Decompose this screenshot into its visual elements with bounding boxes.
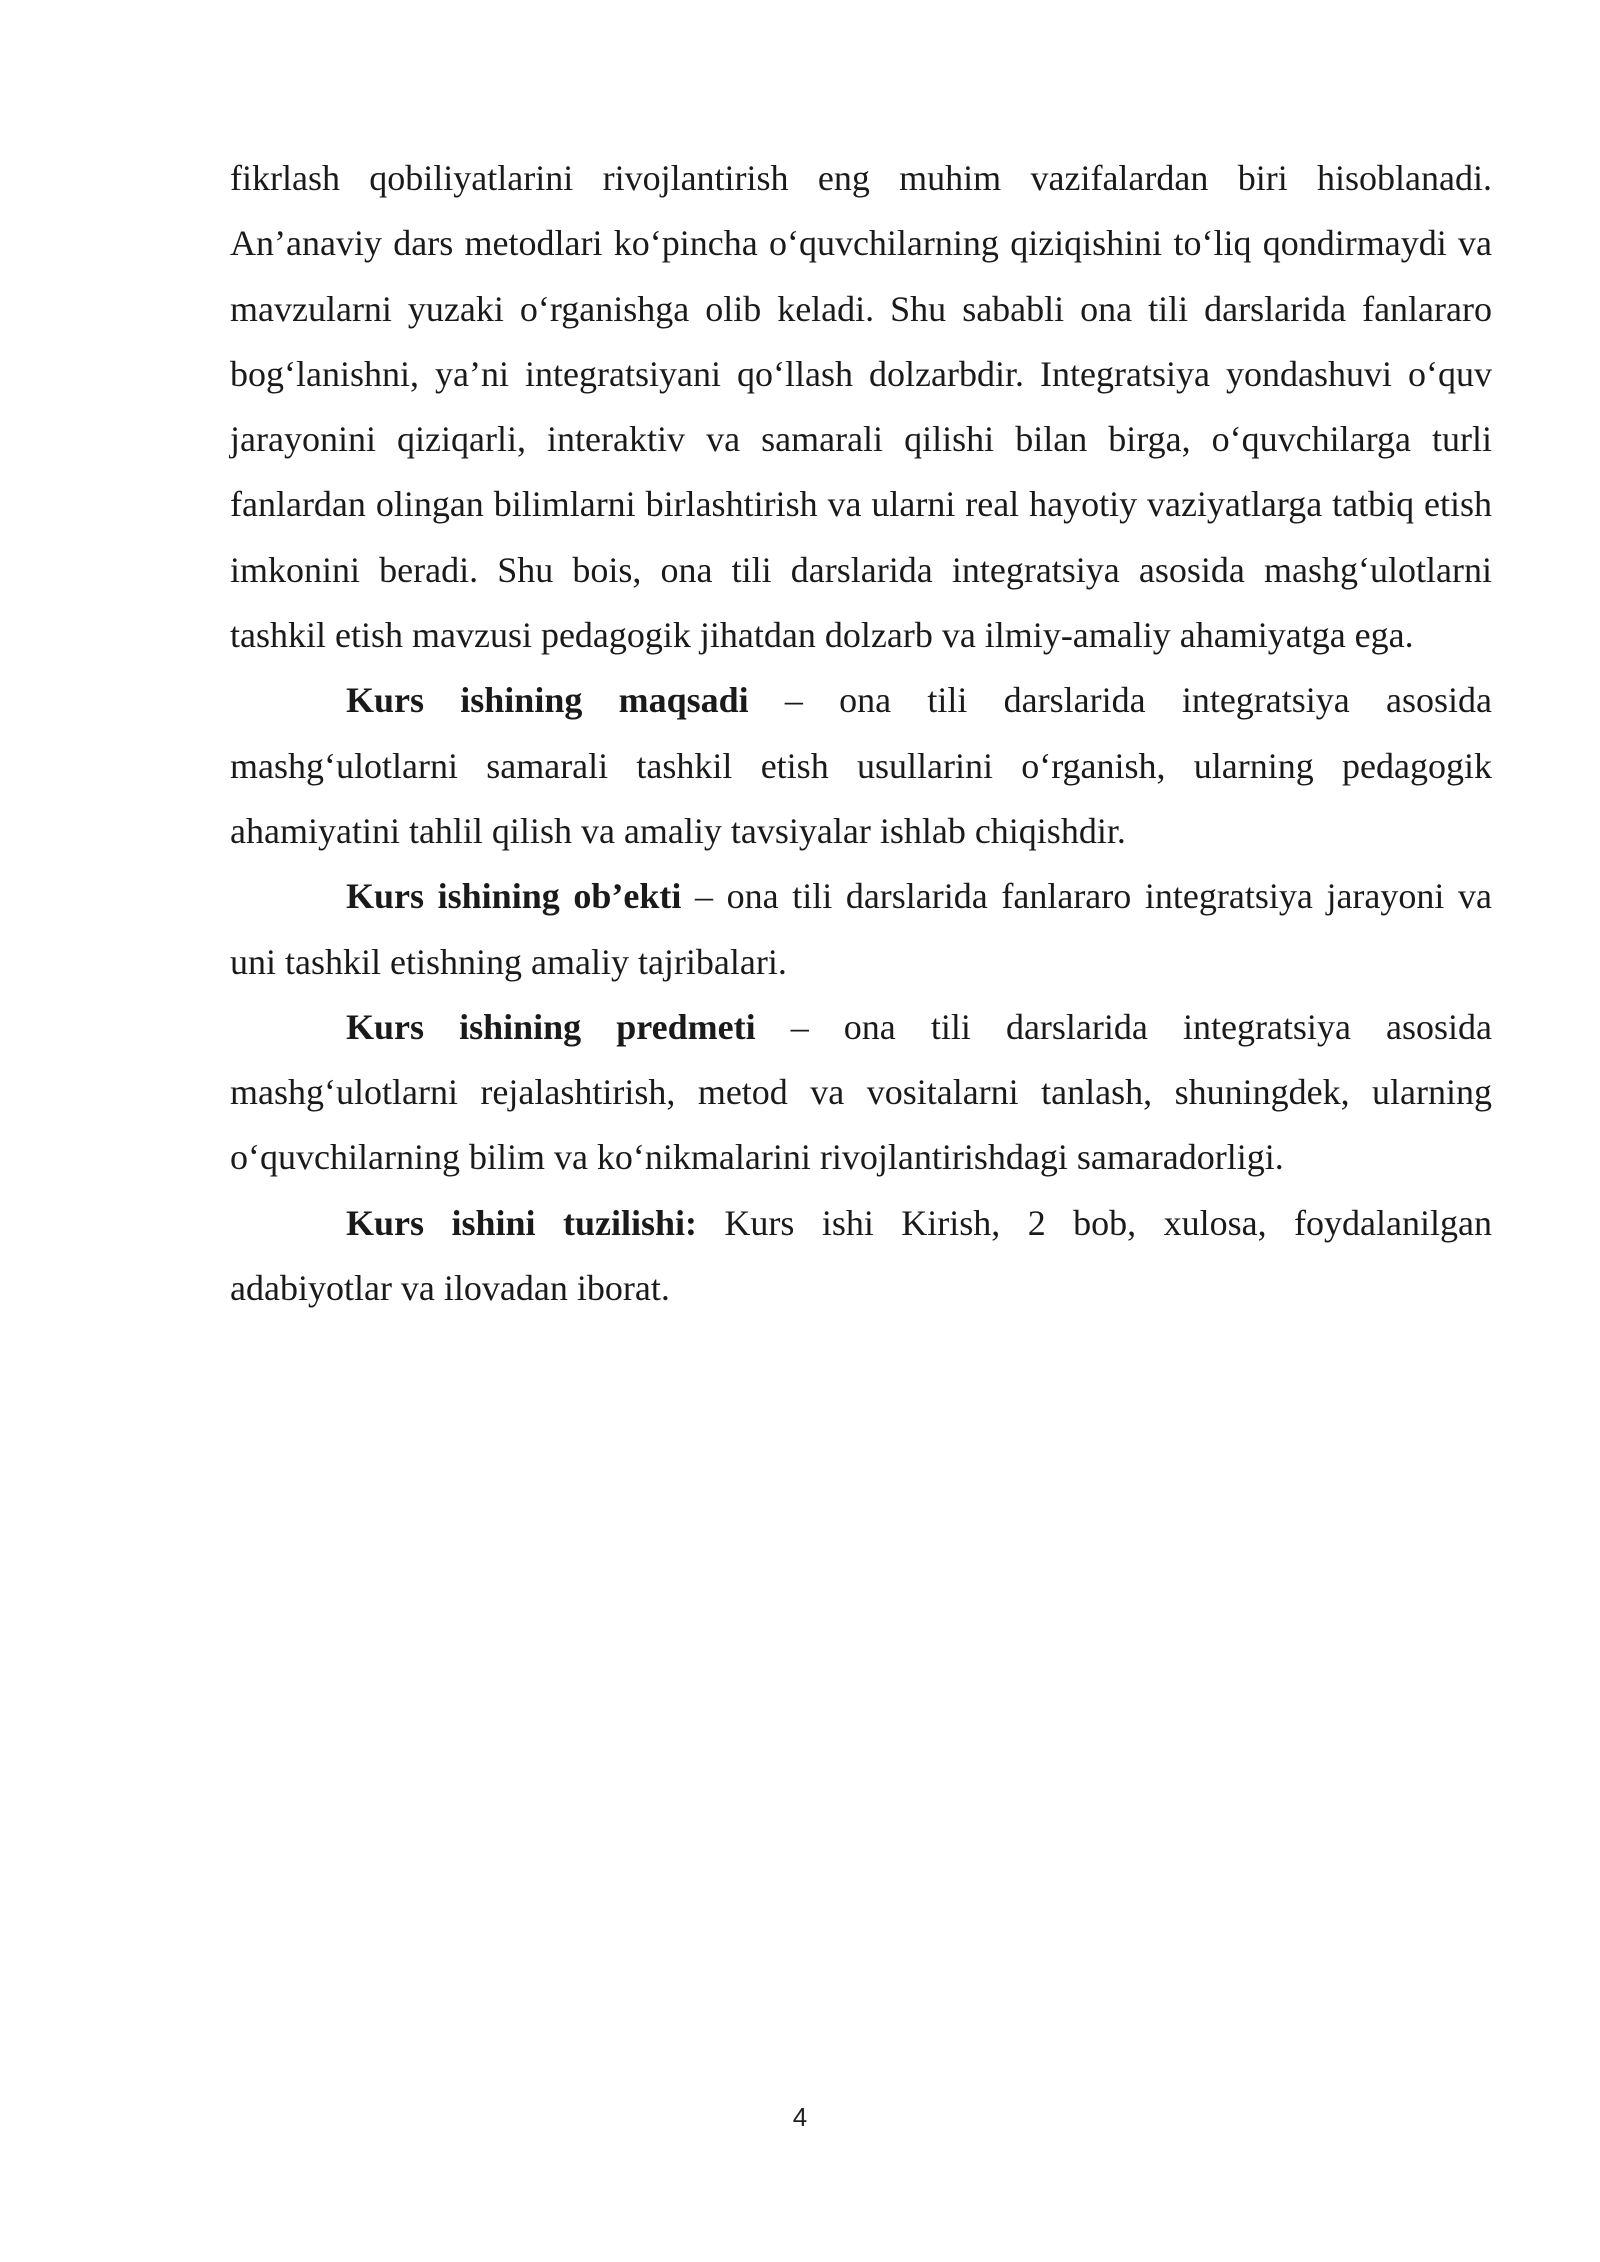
- paragraph-text: fikrlash qobiliyatlarini rivojlantirish eng muhim vazifalardan biri hisoblanadi. An’anaviy dars metodlari ko‘pincha o‘quvchilarning qiziqishini to‘liq qondirmaydi va mavzularni yuzaki o‘rganishga olib keladi. Shu sababli ona tili darslarida fanlararo bog‘lanishni, ya’ni integratsiyani qo‘llash dolzarbdir. Integratsiya yondashuvi o‘quv jarayonini qiziqarli, interaktiv va samarali qilishi bilan birga, o‘quvchilarga turli fanlardan olingan bilimlarni birlashtirish va ularni real hayotiy vaziyatlarga tatbiq etish imkonini beradi. Shu bois, ona tili darslarida integratsiya asosida mashg‘ulotlarni tashkil etish mavzusi pedagogik jihatdan dolzarb va ilmiy-amaliy ahamiyatga ega.: [230, 158, 1492, 656]
- page-body: [230, 146, 1492, 1321]
- paragraph-text: – ona tili darslarida integratsiya asosida mashg‘ulotlarni samarali tashkil etish usullarini o‘rganish, ularning pedagogik ahamiyatini tahlil qilish va amaliy tavsiyalar ishlab chiqishdir.: [230, 680, 1492, 851]
- paragraph-intro-continuation: [230, 146, 1492, 668]
- page-number: 4: [792, 2102, 808, 2132]
- paragraph-text: – ona tili darslarida integratsiya asosida mashg‘ulotlarni rejalashtirish, metod va vositalarni tanlash, shuningdek, ularning o‘quvchilarning bilim va ko‘nikmalarini rivojlantirishdagi samaradorligi.: [230, 1006, 1492, 1178]
- paragraph-lead: Kurs ishining maqsadi: [346, 680, 749, 721]
- paragraph-object: [230, 864, 1492, 995]
- paragraph-goal: [230, 668, 1492, 864]
- paragraph-lead: Kurs ishini tuzilishi:: [346, 1202, 697, 1243]
- paragraph-text: Kurs ishi Kirish, 2 bob, xulosa, foydalanilgan adabiyotlar va ilovadan iborat.: [230, 1202, 1492, 1309]
- paragraph-text: – ona tili darslarida fanlararo integratsiya jarayoni va uni tashkil etishning amaliy tajribalari.: [230, 876, 1493, 982]
- paragraph-subject: [230, 995, 1492, 1191]
- paragraph-lead: Kurs ishining ob’ekti: [346, 876, 682, 917]
- paragraph-lead: Kurs ishining predmeti: [346, 1006, 756, 1047]
- paragraph-structure: [230, 1191, 1492, 1322]
